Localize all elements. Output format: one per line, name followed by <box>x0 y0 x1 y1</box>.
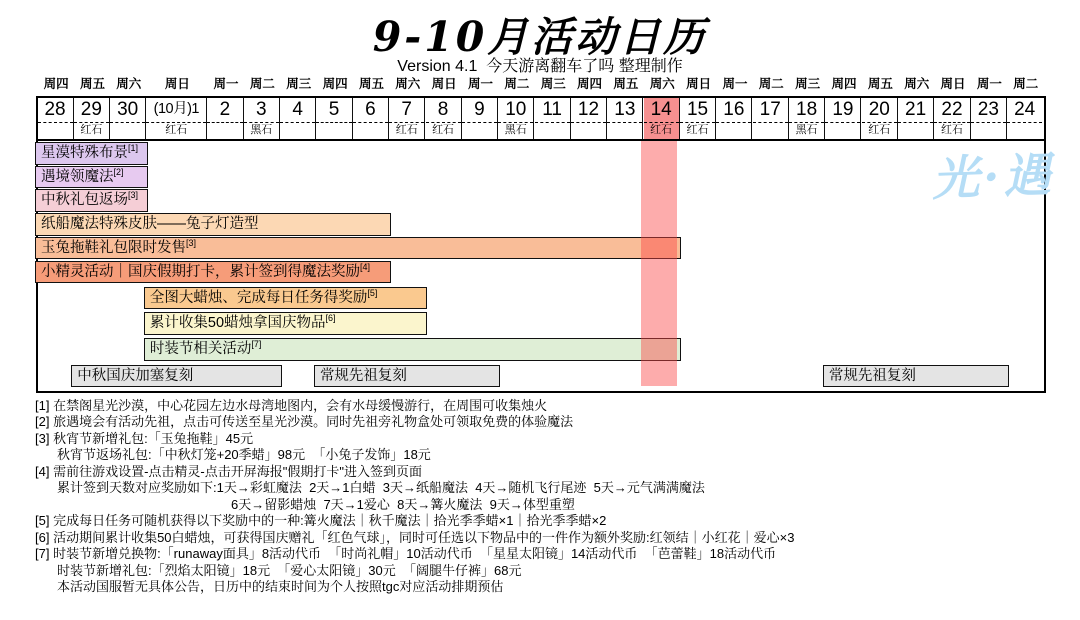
footnote-marker: [3] <box>186 237 197 248</box>
weekday-label: 周三 <box>286 77 312 91</box>
stone-label <box>38 123 73 138</box>
stone-label <box>280 123 315 138</box>
date-number: 14 <box>644 98 679 123</box>
weekday-label: 周二 <box>249 77 275 91</box>
weekday-label: 周日 <box>940 77 966 91</box>
date-number: 13 <box>607 98 642 123</box>
date-cell <box>571 98 607 139</box>
weekday-label: 周日 <box>431 77 457 91</box>
stone-label <box>535 123 570 138</box>
footnote-marker: [3] <box>128 190 139 201</box>
page-subtitle: Version 4.1 今天游离翻车了吗 整理制作 <box>397 58 683 75</box>
date-cell <box>716 98 752 139</box>
date-cell <box>389 98 425 139</box>
weekday-label: 周二 <box>504 77 530 91</box>
date-number: 9 <box>462 98 497 123</box>
date-cell <box>462 98 498 139</box>
date-number: 16 <box>716 98 751 123</box>
stone-label: 黑石 <box>795 123 818 136</box>
stone-label: 红石 <box>395 123 418 136</box>
stone-label <box>898 123 933 138</box>
weekday-label: 周五 <box>613 77 639 91</box>
date-number: 30 <box>110 98 145 123</box>
date-cell <box>535 98 571 139</box>
footnote-marker: [1] <box>128 143 139 154</box>
stone-label <box>462 123 497 138</box>
stone-label: 红石 <box>650 123 673 136</box>
footnotes <box>35 398 1055 595</box>
date-number: 20 <box>862 98 897 123</box>
activity-bar-label: 全图大蜡烛、完成每日任务得奖励 <box>149 289 368 306</box>
stone-label: 红石 <box>940 123 963 136</box>
activity-bar <box>144 338 682 361</box>
calendar-grid <box>36 139 1046 393</box>
weekday-label: 周六 <box>116 77 142 91</box>
footnote-line: [7] 时装节新增兑换物:「runaway面具」8活动代币 「时尚礼帽」10活动代币 「星星太阳镜」14活动代币 「芭蕾鞋」18活动代币 <box>35 546 777 562</box>
footnote-line: 6天→留影蜡烛 7天→1爱心 8天→篝火魔法 9天→体型重塑 <box>231 496 575 512</box>
weekday-label: 周一 <box>468 77 494 91</box>
activity-bar <box>314 365 500 388</box>
date-cell <box>789 98 825 139</box>
footnote-marker: [2] <box>113 166 124 177</box>
footnote-marker: [5] <box>367 287 378 298</box>
date-number: 2 <box>207 98 242 123</box>
activity-bar <box>35 142 148 165</box>
weekday-label: 周一 <box>213 77 239 91</box>
activity-bar <box>35 189 148 212</box>
activity-bar-label: 累计收集50蜡烛拿国庆物品 <box>149 315 326 332</box>
stone-label <box>753 123 788 138</box>
activity-bar <box>35 237 681 260</box>
date-cell <box>38 98 74 139</box>
date-number: 17 <box>753 98 788 123</box>
weekday-label: 周一 <box>976 77 1002 91</box>
date-number: 10 <box>498 98 533 123</box>
activity-bar-label: 小精灵活动｜国庆假期打卡，累计签到得魔法奖励 <box>41 263 360 280</box>
date-number: 12 <box>571 98 606 123</box>
footnote-line: [2] 旅遇境会有活动先祖，点击可传送至星光沙漠。同时先祖旁礼物盒处可领取免费的体验魔法 <box>35 414 574 430</box>
footnote-marker: [6] <box>325 313 336 324</box>
date-cell <box>753 98 789 139</box>
date-number: 28 <box>38 98 73 123</box>
date-cell <box>426 98 462 139</box>
stone-label <box>825 123 860 138</box>
footnote-line: [4] 需前往游戏设置-点击精灵-点击开屏海报"假期打卡"进入签到页面 <box>35 463 422 479</box>
date-number: 15 <box>680 98 715 123</box>
footnote-line: 累计签到天数对应奖励如下:1天→彩虹魔法 2天→1白蜡 3天→纸船魔法 4天→随机飞行尾迹 5天→元气满满魔法 <box>57 480 705 496</box>
date-cell <box>110 98 146 139</box>
date-cell <box>1007 98 1042 139</box>
date-cell <box>898 98 934 139</box>
activity-bar-label: 纸船魔法特殊皮肤——兔子灯造型 <box>41 216 259 233</box>
footnote-line: 时装节新增礼包:「烈焰太阳镜」18元 「爱心太阳镜」30元 「阔腿牛仔裤」68元 <box>57 562 522 578</box>
date-number: 22 <box>934 98 969 123</box>
date-cell <box>280 98 316 139</box>
date-number: 5 <box>316 98 351 123</box>
weekday-label: 周四 <box>322 77 348 91</box>
stone-label <box>716 123 751 138</box>
stone-label <box>316 123 351 138</box>
date-number: 24 <box>1007 98 1042 123</box>
weekday-label: 周一 <box>722 77 748 91</box>
activity-bar <box>144 287 427 310</box>
weekday-label: 周五 <box>867 77 893 91</box>
stone-label: 红石 <box>868 123 891 136</box>
activity-bar <box>35 166 148 189</box>
stone-label: 黑石 <box>504 123 527 136</box>
date-cell <box>146 98 207 139</box>
date-cell <box>825 98 861 139</box>
stone-label: 红石 <box>165 123 188 136</box>
weekday-label: 周二 <box>1013 77 1039 91</box>
page-title: 9-10月活动日历 <box>372 13 708 61</box>
date-cell <box>316 98 352 139</box>
footnote-marker: [7] <box>251 339 262 350</box>
date-number: 21 <box>898 98 933 123</box>
stone-label <box>971 123 1006 138</box>
activity-bar-label: 星漠特殊布景 <box>41 145 128 161</box>
weekday-label: 周五 <box>358 77 384 91</box>
date-number: 7 <box>389 98 424 123</box>
activity-bar-label: 常规先祖复刻 <box>319 367 407 384</box>
date-header-table <box>36 96 1046 141</box>
weekday-label: 周四 <box>43 77 69 91</box>
date-cell <box>862 98 898 139</box>
date-number: 19 <box>825 98 860 123</box>
weekday-label: 周五 <box>79 77 105 91</box>
date-number: 6 <box>353 98 388 123</box>
footnote-line: 本活动国服暂无具体公告，日历中的结束时间为个人按照tgc对应活动排期预估 <box>57 578 504 594</box>
activity-bar-label: 中秋礼包返场 <box>41 192 128 209</box>
weekday-label: 周三 <box>795 77 821 91</box>
weekday-label: 周六 <box>649 77 675 91</box>
activity-bar <box>35 213 391 236</box>
weekday-label: 周日 <box>164 77 190 91</box>
weekday-label: 周四 <box>831 77 857 91</box>
stone-label <box>607 123 642 138</box>
stone-label: 红石 <box>686 123 709 136</box>
date-number: 18 <box>789 98 824 123</box>
stone-label <box>353 123 388 138</box>
footnote-line: 秋宵节返场礼包:「中秋灯笼+20季蜡」98元 「小兔子发饰」18元 <box>57 447 431 463</box>
date-cell <box>934 98 970 139</box>
activity-bar-label: 中秋国庆加塞复刻 <box>77 367 194 384</box>
footnote-line: [5] 完成每日任务可随机获得以下奖励中的一种:篝火魔法｜秋千魔法｜拾光季季蜡×1｜拾光季季蜡×2 <box>35 513 607 529</box>
date-cell <box>353 98 389 139</box>
date-number: 3 <box>244 98 279 123</box>
footnote-line: [1] 在禁阁星光沙漠，中心花园左边水母湾地图内，会有水母缓慢游行，在周围可收集烛火 <box>35 398 548 413</box>
activity-bar <box>823 365 1009 388</box>
stone-label: 红石 <box>80 123 103 136</box>
date-cell <box>244 98 280 139</box>
weekday-label: 周六 <box>904 77 930 91</box>
date-number: 23 <box>971 98 1006 123</box>
footnote-marker: [4] <box>360 261 371 272</box>
date-cell <box>644 98 680 139</box>
date-number: (10月)1 <box>146 98 206 123</box>
date-cell <box>680 98 716 139</box>
date-cell <box>971 98 1007 139</box>
weekday-label: 周三 <box>540 77 566 91</box>
weekday-label: 周四 <box>577 77 603 91</box>
watermark-logo: 光·遇 <box>930 147 1056 208</box>
date-number: 4 <box>280 98 315 123</box>
stone-label <box>207 123 242 138</box>
activity-bar-label: 遇境领魔法 <box>41 168 114 185</box>
weekday-label: 周日 <box>686 77 712 91</box>
footnote-line: [3] 秋宵节新增礼包:「玉兔拖鞋」45元 <box>35 430 254 446</box>
activity-bar <box>144 312 427 335</box>
date-cell <box>74 98 110 139</box>
stone-label: 红石 <box>432 123 455 136</box>
activity-bar-label: 玉兔拖鞋礼包限时发售 <box>41 239 186 256</box>
stone-label <box>571 123 606 138</box>
activity-bar-label: 常规先祖复刻 <box>828 367 916 384</box>
date-cell <box>607 98 643 139</box>
stone-label <box>110 123 145 138</box>
activity-bar-label: 时装节相关活动 <box>149 341 252 357</box>
activity-bar <box>71 365 281 388</box>
weekday-label: 周六 <box>395 77 421 91</box>
date-number: 8 <box>426 98 461 123</box>
footnote-line: [6] 活动期间累计收集50白蜡烛，可获得国庆赠礼「红色气球」，同时可任选以下物品中的一件作为额外奖励:红领结｜小红花｜爱心×3 <box>35 529 795 545</box>
stone-label: 黑石 <box>250 123 273 136</box>
date-number: 29 <box>74 98 109 123</box>
date-cell <box>498 98 534 139</box>
stone-label <box>1007 123 1042 138</box>
date-number: 11 <box>535 98 570 123</box>
weekday-label: 周二 <box>758 77 784 91</box>
date-cell <box>207 98 243 139</box>
activity-bar <box>35 261 391 284</box>
